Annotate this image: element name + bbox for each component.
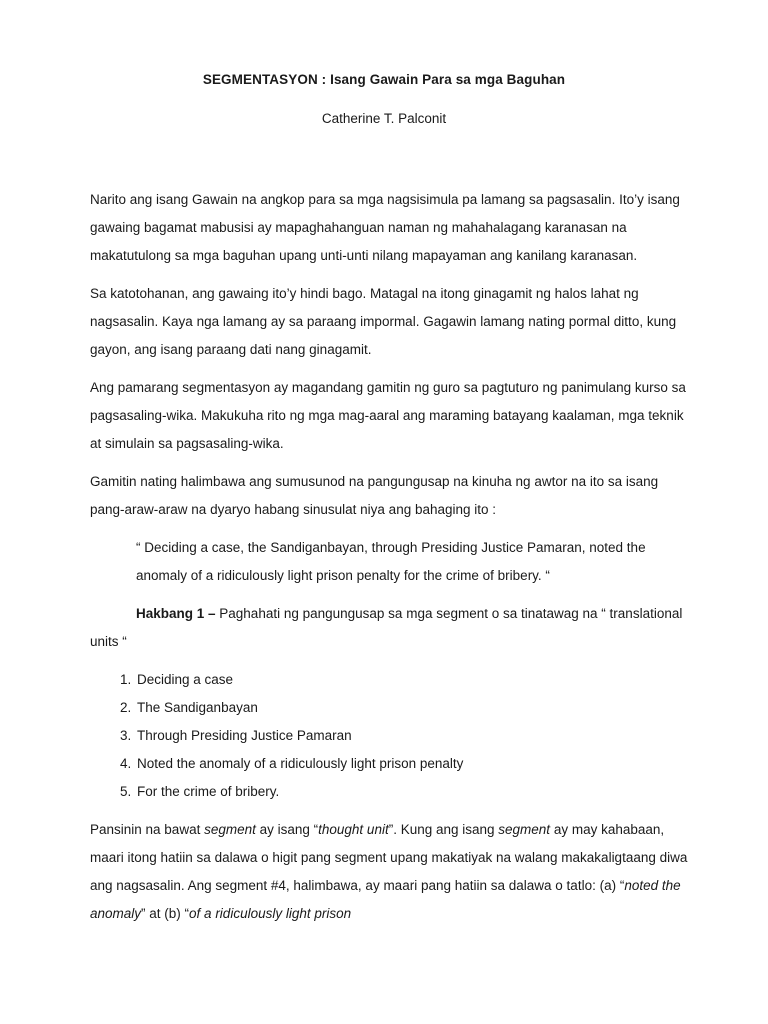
- italic-run: thought unit: [318, 822, 389, 837]
- list-item: 3. Through Presiding Justice Pamaran: [135, 722, 690, 750]
- paragraph-history: Sa katotohanan, ang gawaing ito’y hindi bago. Matagal na itong ginagamit ng halos lahat ng nagsasalin. Kaya nga lamang ay sa paraang impormal. Gagawin lamang nating pormal ditto, kung gayon, ang isang paraang dati nang ginagamit.: [90, 286, 677, 357]
- paragraph-example-intro: Gamitin nating halimbawa ang sumusunod na pangungusap na kinuha ng awtor na ito sa isang pang-araw-araw na dyaryo habang sinusulat niya ang bahaging ito :: [90, 474, 659, 517]
- list-item: 1. Deciding a case: [135, 666, 690, 694]
- text-run: ”. Kung ang isang: [388, 822, 499, 837]
- step-heading: [90, 600, 690, 656]
- italic-run: of a ridiculously light prison: [189, 906, 352, 921]
- text-run: ay isang “: [255, 822, 319, 837]
- italic-run: segment: [498, 822, 551, 837]
- step-text: Paghahati ng pangungusap sa mga segment o sa tinatawag na “ translational units “: [90, 606, 683, 649]
- italic-run: segment: [204, 822, 256, 837]
- paragraph-final: [90, 816, 690, 928]
- step-label: Hakbang 1 –: [136, 606, 216, 621]
- italic-run: noted the anomaly: [90, 878, 681, 921]
- example-quote: “ Deciding a case, the Sandiganbayan, through Presiding Justice Pamaran, noted the anomaly of a ridiculously light prison penalty for the crime of bribery. “: [136, 540, 646, 583]
- document-body: [90, 186, 690, 938]
- list-item: 5. For the crime of bribery.: [135, 778, 690, 806]
- paragraph-intro: Narito ang isang Gawain na angkop para sa mga nagsisimula pa lamang sa pagsasalin. Ito’y isang gawaing bagamat mabusisi ay mapaghahanguan naman ng mahahalagang karanasan na makatutulong sa mga baguhan upang unti-unti nilang mapayaman ang kanilang karanasan.: [90, 192, 680, 263]
- document-author: Catherine T. Palconit: [321, 111, 447, 126]
- list-item: 4. Noted the anomaly of a ridiculously light prison penalty: [135, 750, 690, 778]
- text-run: ay may kahabaan, maari itong hatiin sa dalawa o higit pang segment upang makatiyak na walang makakaligtaang diwa ang nagsasalin. Ang segment #4, halimbawa, ay maari pang hatiin sa dalawa o tatlo: (a) “: [90, 822, 688, 893]
- segment-list: [90, 666, 690, 806]
- text-run: ” at (b) “: [141, 906, 190, 921]
- text-run: Pansinin na bawat: [90, 822, 205, 837]
- paragraph-method: Ang pamarang segmentasyon ay magandang gamitin ng guro sa pagtuturo ng panimulang kurso sa pagsasaling-wika. Makukuha rito ng mga mag-aaral ang maraming batayang kaalaman, mga teknik at simulain sa pagsasaling-wika.: [90, 380, 686, 451]
- list-item: 2. The Sandiganbayan: [135, 694, 690, 722]
- document-title: SEGMENTASYON : Isang Gawain Para sa mga Baguhan: [202, 72, 566, 87]
